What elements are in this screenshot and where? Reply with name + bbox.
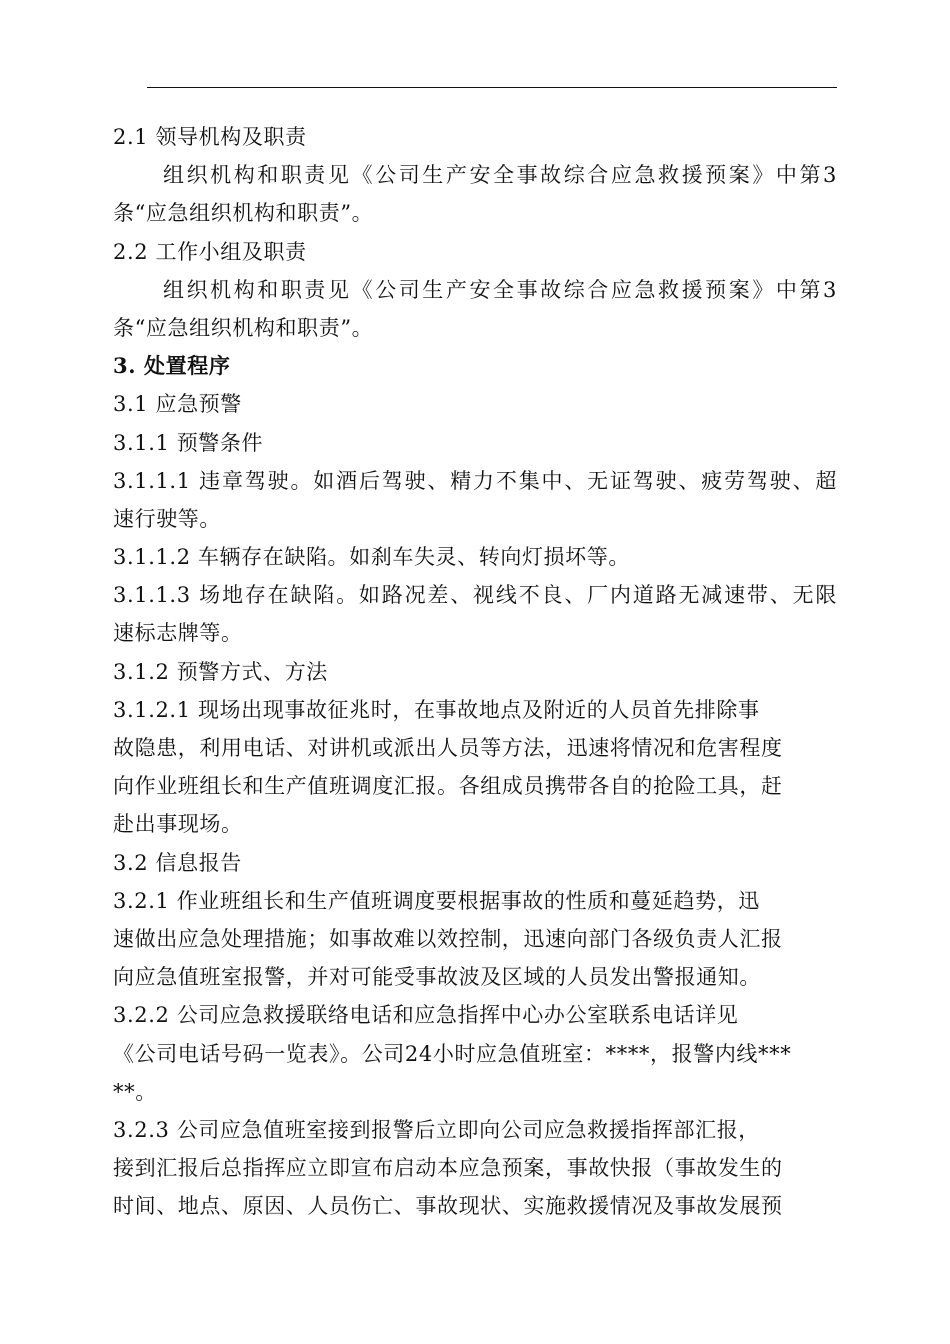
paragraph-line: **。 <box>113 1079 157 1104</box>
paragraph-line: 时间、地点、原因、人员伤亡、事故现状、实施救援情况及事故发展预 <box>113 1194 783 1219</box>
paragraph-line: 组织机构和职责见《公司生产安全事故综合应急救援预案》中第3 <box>163 277 837 302</box>
paragraph-line: 赴出事现场。 <box>113 812 243 837</box>
section-heading-2-1: 2.1 领导机构及职责 <box>113 125 307 149</box>
paragraph-line: 故隐患，利用电话、对讲机或派出人员等方法，迅速将情况和危害程度 <box>113 736 783 760</box>
paragraph-line: 向作业班组长和生产值班调度汇报。各组成员携带各自的抢险工具，赶 <box>113 774 783 799</box>
paragraph-line: 条“应急组织机构和职责”。 <box>113 315 374 340</box>
document-body <box>113 118 837 1225</box>
paragraph-line: 组织机构和职责见《公司生产安全事故综合应急救援预案》中第3 <box>163 163 837 188</box>
paragraph-line: 3.1.1.2 车辆存在缺陷。如刹车失灵、转向灯损坏等。 <box>113 545 630 570</box>
paragraph-line: 3.2.3 公司应急值班室接到报警后立即向公司应急救援指挥部汇报， <box>113 1117 760 1142</box>
section-heading-3-1-1: 3.1.1 预警条件 <box>113 430 264 455</box>
paragraph-line: 3.1.1.1 违章驾驶。如酒后驾驶、精力不集中、无证驾驶、疲劳驾驶、超 <box>113 468 837 493</box>
paragraph-line: 3.1.2.1 现场出现事故征兆时，在事故地点及附近的人员首先排除事 <box>113 697 760 722</box>
paragraph-line: 条“应急组织机构和职责”。 <box>113 201 374 226</box>
paragraph-line: 速做出应急处理措施；如事故难以效控制，迅速向部门各级负责人汇报 <box>113 926 783 951</box>
header-rule <box>147 87 837 88</box>
section-heading-3-2: 3.2 信息报告 <box>113 850 242 875</box>
paragraph-line: 3.2.1 作业班组长和生产值班调度要根据事故的性质和蔓延趋势，迅 <box>113 888 760 913</box>
paragraph-line: 《公司电话号码一览表》。公司24小时应急值班室：****，报警内线*** <box>113 1041 792 1066</box>
paragraph-line: 向应急值班室报警，并对可能受事故波及区域的人员发出警报通知。 <box>113 965 761 990</box>
section-heading-3: 3. 处置程序 <box>113 353 231 379</box>
paragraph-line: 速标志牌等。 <box>113 621 243 646</box>
paragraph-line: 3.2.2 公司应急救援联络电话和应急指挥中心办公室联系电话详见 <box>113 1003 739 1028</box>
paragraph-line: 速行驶等。 <box>113 506 221 531</box>
section-heading-3-1: 3.1 应急预警 <box>113 392 242 417</box>
section-heading-3-1-2: 3.1.2 预警方式、方法 <box>113 659 328 684</box>
section-heading-2-2: 2.2 工作小组及职责 <box>113 239 307 264</box>
paragraph-line: 3.1.1.3 场地存在缺陷。如路况差、视线不良、厂内道路无减速带、无限 <box>113 583 837 608</box>
paragraph-line: 接到汇报后总指挥应立即宣布启动本应急预案，事故快报（事故发生的 <box>113 1156 783 1181</box>
